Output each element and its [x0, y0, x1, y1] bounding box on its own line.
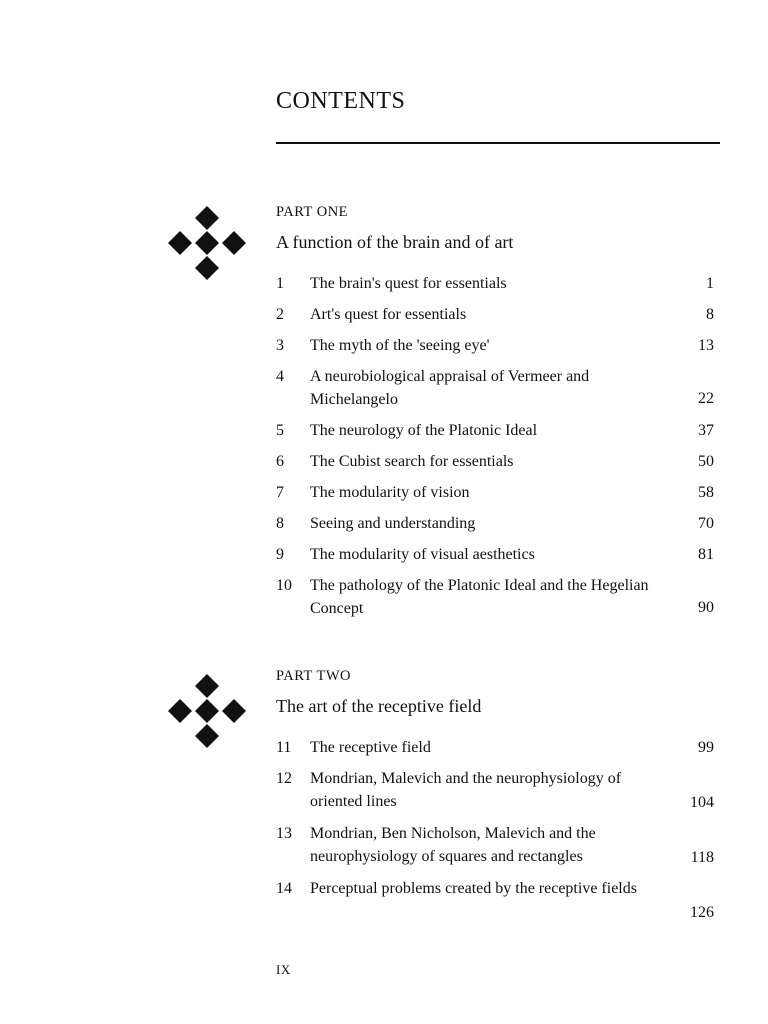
- chapter-page: 118: [690, 849, 714, 866]
- part-title: A function of the brain and of art: [276, 232, 514, 252]
- chapter-page: 126: [690, 904, 714, 921]
- chapter-number: 13: [276, 825, 292, 842]
- chapter-title: The neurology of the Platonic Ideal: [310, 422, 538, 439]
- chapter-page: 50: [698, 453, 714, 470]
- chapter-number: 2: [276, 306, 284, 323]
- chapter-title: The modularity of visual aesthetics: [310, 546, 535, 563]
- chapter-page: 8: [706, 306, 714, 323]
- chapter-number: 4: [276, 368, 284, 385]
- chapter-title: Mondrian, Ben Nicholson, Malevich and the neurophysiology of squares and rectangles: [310, 825, 596, 865]
- chapter-page: 58: [698, 484, 714, 501]
- chapter-title: Art's quest for essentials: [310, 306, 467, 323]
- chapter-title: The Cubist search for essentials: [310, 453, 514, 470]
- chapter-page: 99: [698, 739, 714, 756]
- chapter-number: 1: [276, 275, 284, 292]
- chapter-page: 70: [698, 515, 714, 532]
- chapter-number: 11: [276, 739, 292, 756]
- chapter-number: 14: [276, 880, 292, 897]
- chapter-title: Seeing and understanding: [310, 515, 476, 532]
- chapter-number: 8: [276, 515, 284, 532]
- chapter-page: 1: [706, 275, 714, 292]
- diamond-cluster-icon: [166, 206, 248, 284]
- chapter-title: Perceptual problems created by the receptive fields: [310, 880, 637, 897]
- part-label: PART ONE: [276, 204, 349, 220]
- diamond-cluster-icon: [166, 674, 248, 752]
- part-label: PART TWO: [276, 668, 351, 684]
- page-title: CONTENTS: [276, 88, 406, 114]
- chapter-number: 5: [276, 422, 284, 439]
- chapter-page: 90: [698, 599, 714, 616]
- title-rule: [276, 142, 720, 144]
- chapter-page: 104: [690, 794, 714, 811]
- chapter-page: 37: [698, 422, 714, 439]
- chapter-title: The pathology of the Platonic Ideal and the Hegelian Concept: [310, 577, 649, 617]
- chapter-number: 12: [276, 770, 292, 787]
- chapter-title: A neurobiological appraisal of Vermeer and Michelangelo: [310, 368, 590, 408]
- page-number: IX: [276, 962, 291, 977]
- chapter-title: The receptive field: [310, 739, 431, 756]
- chapter-number: 10: [276, 577, 292, 594]
- chapter-title: The brain's quest for essentials: [310, 275, 507, 292]
- chapter-number: 7: [276, 484, 284, 501]
- chapter-number: 9: [276, 546, 284, 563]
- part-title: The art of the receptive field: [276, 696, 482, 716]
- chapter-page: 13: [698, 337, 714, 354]
- chapter-number: 6: [276, 453, 284, 470]
- chapter-page: 22: [698, 390, 714, 407]
- chapter-title: Mondrian, Malevich and the neurophysiology of oriented lines: [310, 770, 622, 810]
- chapter-number: 3: [276, 337, 284, 354]
- chapter-title: The modularity of vision: [310, 484, 470, 501]
- chapter-page: 81: [698, 546, 714, 563]
- chapter-title: The myth of the 'seeing eye': [310, 337, 490, 354]
